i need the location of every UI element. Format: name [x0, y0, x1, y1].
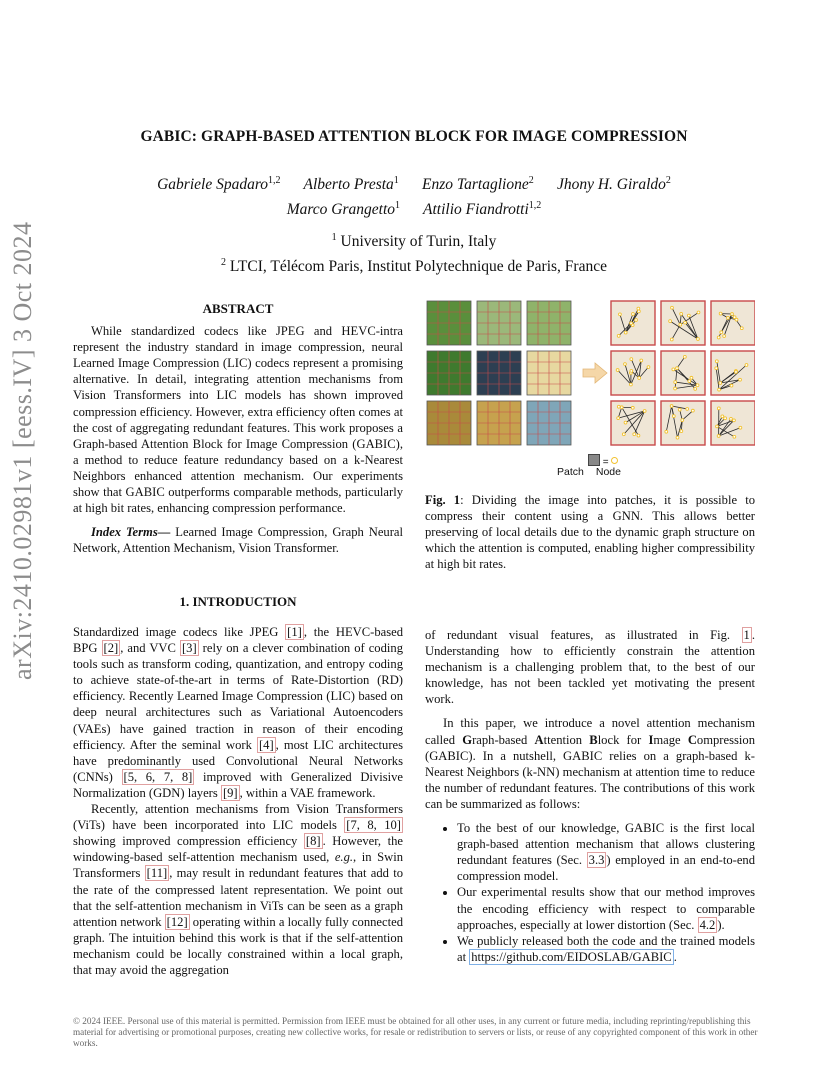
graph-node: [678, 408, 681, 411]
author-affiliation-mark: 2: [528, 175, 534, 186]
graph-node: [622, 433, 625, 436]
graph-node: [679, 323, 682, 326]
graph-node: [740, 327, 743, 330]
author-name: Gabriele Spadaro: [157, 176, 269, 194]
graph-node: [731, 313, 734, 316]
author-affiliation-mark: 2: [665, 175, 671, 186]
graph-node: [724, 417, 727, 420]
graph-node: [680, 313, 683, 316]
author-name: Alberto Presta: [303, 176, 394, 194]
graph-node: [637, 434, 640, 437]
graph-node: [739, 378, 742, 381]
abstract-text: While standardized codecs like JPEG and HEVC-intra represent the industry standard in image compression, neural Learned Image Compression (LIC) codecs represent a promising alternative. In detail, integrating attention mechanisms from Vision Transformers into LIC models has shown improved compression efficiency. However, extra efficiency often comes at the cost of aggregating redundant features. This work proposes a Graph-based Attention Block for Image Compression (GABIC), a method to reduce feature redundancy based on a k-Nearest Neighbors enhanced attention mechanism. Our experiments show that GABIC outperforms comparable methods, particularly at high bit rates, enhancing compression performance.: [73, 324, 403, 516]
graph-patch-tile: [661, 401, 705, 445]
graph-node: [665, 430, 668, 433]
graph-node: [681, 419, 684, 422]
intro-right-column: [425, 627, 755, 965]
graph-node: [637, 310, 640, 313]
graph-node: [635, 319, 638, 322]
author-line-2: [0, 195, 828, 220]
graph-patch-tile: [661, 351, 705, 395]
figure-reference-link[interactable]: 1: [743, 628, 750, 642]
graph-node: [745, 364, 748, 367]
citation-link[interactable]: [2]: [103, 641, 119, 656]
affiliation-2: $^2$ LTCI, Télécom Paris, Institut Polytechnique de Paris, France: [221, 257, 607, 276]
graph-node: [697, 338, 700, 341]
author-affiliation-mark: 1,2: [268, 175, 281, 186]
graph-node: [691, 409, 694, 412]
graph-node: [630, 383, 633, 386]
graph-node: [719, 382, 722, 385]
graph-node: [720, 331, 723, 334]
graph-node: [638, 377, 641, 380]
author-affiliation-mark: 1: [393, 175, 399, 186]
graph-node: [688, 380, 691, 383]
author-name: Enzo Tartaglione: [422, 176, 529, 194]
author-name: Jhony H. Giraldo: [556, 176, 666, 194]
citation-link[interactable]: [5, 6, 7, 8]: [123, 769, 193, 784]
intro-paragraph-4: In this paper, we introduce a novel attention mechanism called Graph-based Attention Block for Image Compression (GABIC). In a nutshell, GABIC relies on a graph-based k-Nearest Neighbors (k-NN) mechanism at attention time to reduce the number of redundant features. The contributions of this work can be summarized as follows:: [425, 716, 755, 811]
graph-node: [637, 307, 640, 310]
graph-node: [684, 321, 687, 324]
intro-paragraph-3: of redundant visual features, as illustrated in Fig. 1 . Understanding how to efficiently constrain the attention mechanism is a challenging problem that, to the best of our knowledge, has not been tackled yet motivating the present work.: [425, 628, 755, 707]
patch-legend-label: Patch: [557, 466, 584, 478]
graph-node: [670, 405, 673, 408]
graph-node: [687, 314, 690, 317]
graph-node: [730, 417, 733, 420]
node-legend-icon: [611, 457, 618, 464]
graph-patch-tile: [611, 301, 655, 345]
graph-node: [640, 359, 643, 362]
intro-left-column: [73, 624, 403, 978]
graph-node: [672, 415, 675, 418]
graph-node: [619, 313, 622, 316]
graph-node: [630, 358, 633, 361]
graph-node: [717, 336, 720, 339]
graph-node: [716, 425, 719, 428]
graph-node: [727, 317, 730, 320]
author-list: [0, 170, 828, 220]
author-affiliation-mark: 1,2: [528, 200, 542, 212]
graph-node: [624, 421, 627, 424]
graph-node: [630, 370, 633, 373]
graph-patch-tile: [611, 351, 655, 395]
graph-node: [617, 334, 620, 337]
contribution-item: • To the best of our knowledge, GABIC is the first local graph-based attention mechanism that allows clustering redundant features (Sec. 3.3 ) employed in an end-to-end compression model.: [457, 820, 755, 884]
intro-heading: 1. INTRODUCTION: [179, 594, 297, 609]
graph-node: [696, 384, 699, 387]
patch-legend-icon: [588, 454, 600, 466]
graph-node: [735, 318, 738, 321]
graph-node: [620, 406, 623, 409]
citation-link[interactable]: [12]: [166, 914, 188, 929]
figure-legend: =: [588, 454, 618, 468]
author-name: Attilio Fiandrotti: [423, 201, 529, 219]
graph-node: [670, 338, 673, 341]
graph-node: [730, 384, 733, 387]
graph-node: [632, 313, 635, 316]
graph-node: [676, 436, 679, 439]
citation-link[interactable]: [4]: [258, 737, 274, 752]
section-reference-link[interactable]: 3.3: [588, 853, 605, 868]
graph-node: [674, 387, 677, 390]
node-legend-label: Node: [595, 466, 621, 478]
graph-node: [733, 419, 736, 422]
citation-link[interactable]: [9]: [222, 785, 238, 800]
author-affiliation-mark: 1: [395, 200, 401, 212]
graph-node: [630, 322, 633, 325]
graph-node: [718, 388, 721, 391]
graph-node: [616, 369, 619, 372]
citation-link[interactable]: [3]: [181, 641, 197, 656]
graph-node: [733, 435, 736, 438]
contribution-item: • We publicly released both the code and the trained models at https://github.com/EIDOSLAB/GABIC .: [457, 933, 755, 965]
graph-node: [624, 363, 627, 366]
paper-title: GABIC: GRAPH-BASED ATTENTION BLOCK FOR IMAGE COMPRESSION: [140, 128, 688, 145]
graph-node: [617, 405, 620, 408]
figure-legend-labels: [557, 466, 657, 478]
graph-node: [719, 312, 722, 315]
graph-node: [717, 407, 720, 410]
citation-link[interactable]: [1]: [287, 625, 302, 639]
figure-1: [425, 299, 755, 449]
figure-1-illustration: [425, 299, 755, 449]
graph-node: [683, 355, 686, 358]
intro-paragraph-2: Recently, attention mechanisms from Vision Transformers (ViTs) have been incorporated into LIC models [7, 8, 10] showing improved compression efficiency [8] . However, the windowing-based self-attention mechanism used, e.g., in Swin Transformers [11] , may result in redundant features that add to the rate of the compressed latent representation. We point out that the self-attention mechanism in ViTs can be seen as a graph attention network [12] operating within a locally fully connected graph. The intuition behind this work is that if the self-attention mechanism could be locally constrained within a local graph, that may avoid the aggregation: [73, 802, 404, 977]
graph-node: [690, 376, 693, 379]
figure-1-caption: Fig. 1: Dividing the image into patches, it is possible to compress their content using a GNN. This allows better preserving of local details due to the dynamic graph structure on which the attention is computed, enabling higher compressibility at high bit rates.: [425, 493, 755, 572]
citation-link[interactable]: [8]: [305, 834, 321, 849]
graph-node: [669, 320, 672, 323]
citation-link[interactable]: [7, 8, 10]: [346, 818, 402, 833]
graph-node: [633, 433, 636, 436]
index-terms-label: Index Terms—: [91, 525, 171, 540]
graph-node: [694, 388, 697, 391]
affiliation-1: $^1$ University of Turin, Italy: [331, 232, 497, 251]
arxiv-identifier[interactable]: arXiv:2410.02981v1 [eess.IV] 3 Oct 2024: [8, 221, 37, 680]
graph-node: [735, 371, 738, 374]
affiliations: [0, 227, 828, 277]
graph-node: [723, 335, 726, 338]
contribution-item: • Our experimental results show that our method improves the encoding efficiency with respect to comparable approaches, especially at lower distortion (Sec. 4.2 ).: [457, 884, 755, 932]
graph-node: [680, 430, 683, 433]
intro-paragraph-1: Standardized image codecs like JPEG [1] , the HEVC-based BPG [2] , and VVC [3] rely on a clever combination of coding tools such as transform coding, quantization, and entropy coding to achieve state-of-the-art in terms of Rate-Distortion (RD) efficiency. Recently Learned Image Compression (LIC) based on deep neural architectures such as Variational Autoencoders (VAEs) have gained traction in reason of their encoding efficiency. After the seminal work [4] , most LIC architectures have predominantly used Convolutional Neural Networks (CNNs) [5, 6, 7, 8] improved with Generalized Divisive Normalization (GDN) layers [9] , within a VAE framework.: [73, 625, 404, 800]
graph-node: [715, 367, 718, 370]
graph-node: [715, 360, 718, 363]
graph-node: [739, 426, 742, 429]
graph-node: [721, 415, 724, 418]
caption-label: Fig. 1: [425, 493, 461, 507]
section-reference-link[interactable]: 4.2: [699, 917, 716, 932]
graph-node: [717, 435, 720, 438]
abstract-section: [73, 301, 403, 556]
index-terms: Index Terms— Learned Image Compression, Graph Neural Network, Attention Mechanism, Vision Transformer.: [73, 525, 403, 556]
github-link[interactable]: https://github.com/EIDOSLAB/GABIC: [471, 949, 672, 964]
citation-link[interactable]: [11]: [146, 866, 168, 881]
graph-node: [674, 381, 677, 384]
arrow-icon: [583, 363, 607, 383]
graph-node: [631, 406, 634, 409]
graph-node: [643, 410, 646, 413]
copyright-notice: © 2024 IEEE. Personal use of this material is permitted. Permission from IEEE must be obtained for all other uses, in any current or future media, including reprinting/republishing this material for advertising or promotional purposes, creating new collective works, for resale or redistribution to servers or lists, or reuse of any copyrighted component of this work in other works.: [73, 1016, 758, 1048]
graph-node: [672, 368, 675, 371]
graph-node: [697, 311, 700, 314]
graph-node: [686, 408, 689, 411]
graph-node: [671, 306, 674, 309]
author-name: Marco Grangetto: [286, 201, 396, 219]
graph-node: [617, 417, 620, 420]
author-line-1: [0, 170, 828, 195]
abstract-heading: ABSTRACT: [202, 301, 274, 316]
graph-node: [647, 366, 650, 369]
graph-node: [624, 331, 627, 334]
graph-node: [676, 367, 679, 370]
contribution-list: [425, 820, 755, 965]
